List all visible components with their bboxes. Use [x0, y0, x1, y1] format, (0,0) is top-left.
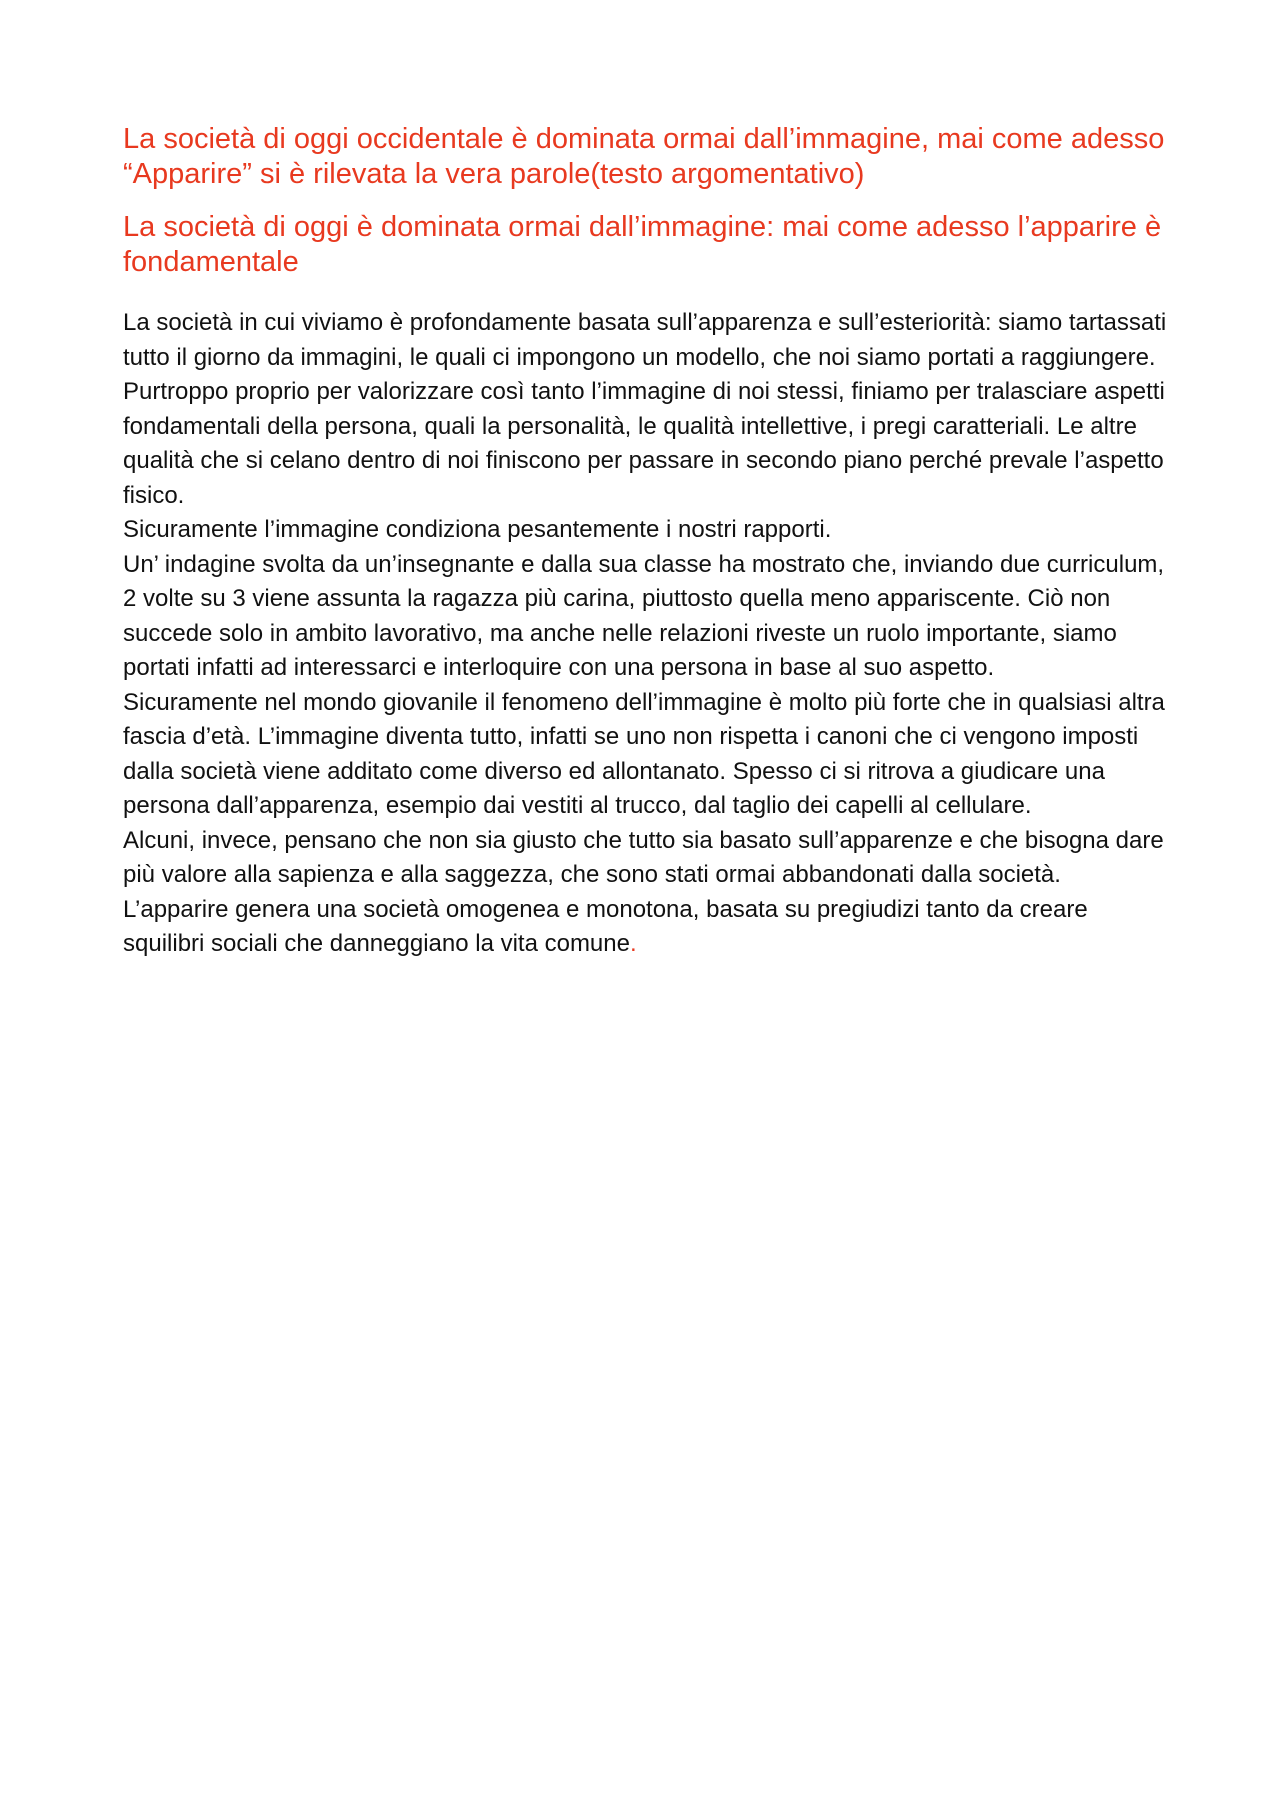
paragraph-last-text: L’apparire genera una società omogenea e monotona, basata su pregiudizi tanto da creare squilibri sociali che danneggiano la vita comune	[123, 895, 1088, 957]
document-subtitle: La società di oggi è dominata ormai dall’immagine: mai come adesso l’apparire è fondamentale	[123, 211, 1162, 278]
document-title: La società di oggi occidentale è dominata ormai dall’immagine, mai come adesso “Apparire” si è rilevata la vera parole(testo argomentativo)	[123, 123, 1165, 190]
paragraph: Sicuramente l’immagine condiziona pesantemente i nostri rapporti.	[123, 516, 832, 543]
paragraph: Un’ indagine svolta da un’insegnante e dalla sua classe ha mostrato che, inviando due curriculum, 2 volte su 3 viene assunta la ragazza più carina, piuttosto quella meno appariscente. Ciò non succede solo in ambito lavorativo, ma anche nelle relazioni riveste un ruolo importante, siamo portati infatti ad interessarci e interloquire con una persona in base al suo aspetto.	[123, 550, 1165, 681]
paragraph: Sicuramente nel mondo giovanile il fenomeno dell’immagine è molto più forte che in qualsiasi altra fascia d’età. L’immagine diventa tutto, infatti se uno non rispetta i canoni che ci vengono imposti dalla società viene additato come diverso ed allontanato. Spesso ci si ritrova a giudicare una persona dall’apparenza, esempio dai vestiti al trucco, dal taglio dei capelli al cellulare.	[123, 688, 1165, 819]
final-period: .	[629, 930, 637, 957]
document-body	[123, 306, 1173, 962]
paragraph-last	[123, 893, 1173, 962]
paragraph: Purtroppo proprio per valorizzare così tanto l’immagine di noi stessi, finiamo per tralasciare aspetti fondamentali della persona, quali la personalità, le qualità intellettive, i pregi caratteriali. Le altre qualità che si celano dentro di noi finiscono per passare in secondo piano perché prevale l’aspetto fisico.	[123, 378, 1165, 509]
paragraph: La società in cui viviamo è profondamente basata sull’apparenza e sull’esteriorità: siamo tartassati tutto il giorno da immagini, le quali ci impongono un modello, che noi siamo portati a raggiungere.	[123, 309, 1167, 371]
paragraph: Alcuni, invece, pensano che non sia giusto che tutto sia basato sull’apparenze e che bisogna dare più valore alla sapienza e alla saggezza, che sono stati ormai abbandonati dalla società.	[123, 826, 1164, 888]
document-content	[123, 122, 1173, 962]
